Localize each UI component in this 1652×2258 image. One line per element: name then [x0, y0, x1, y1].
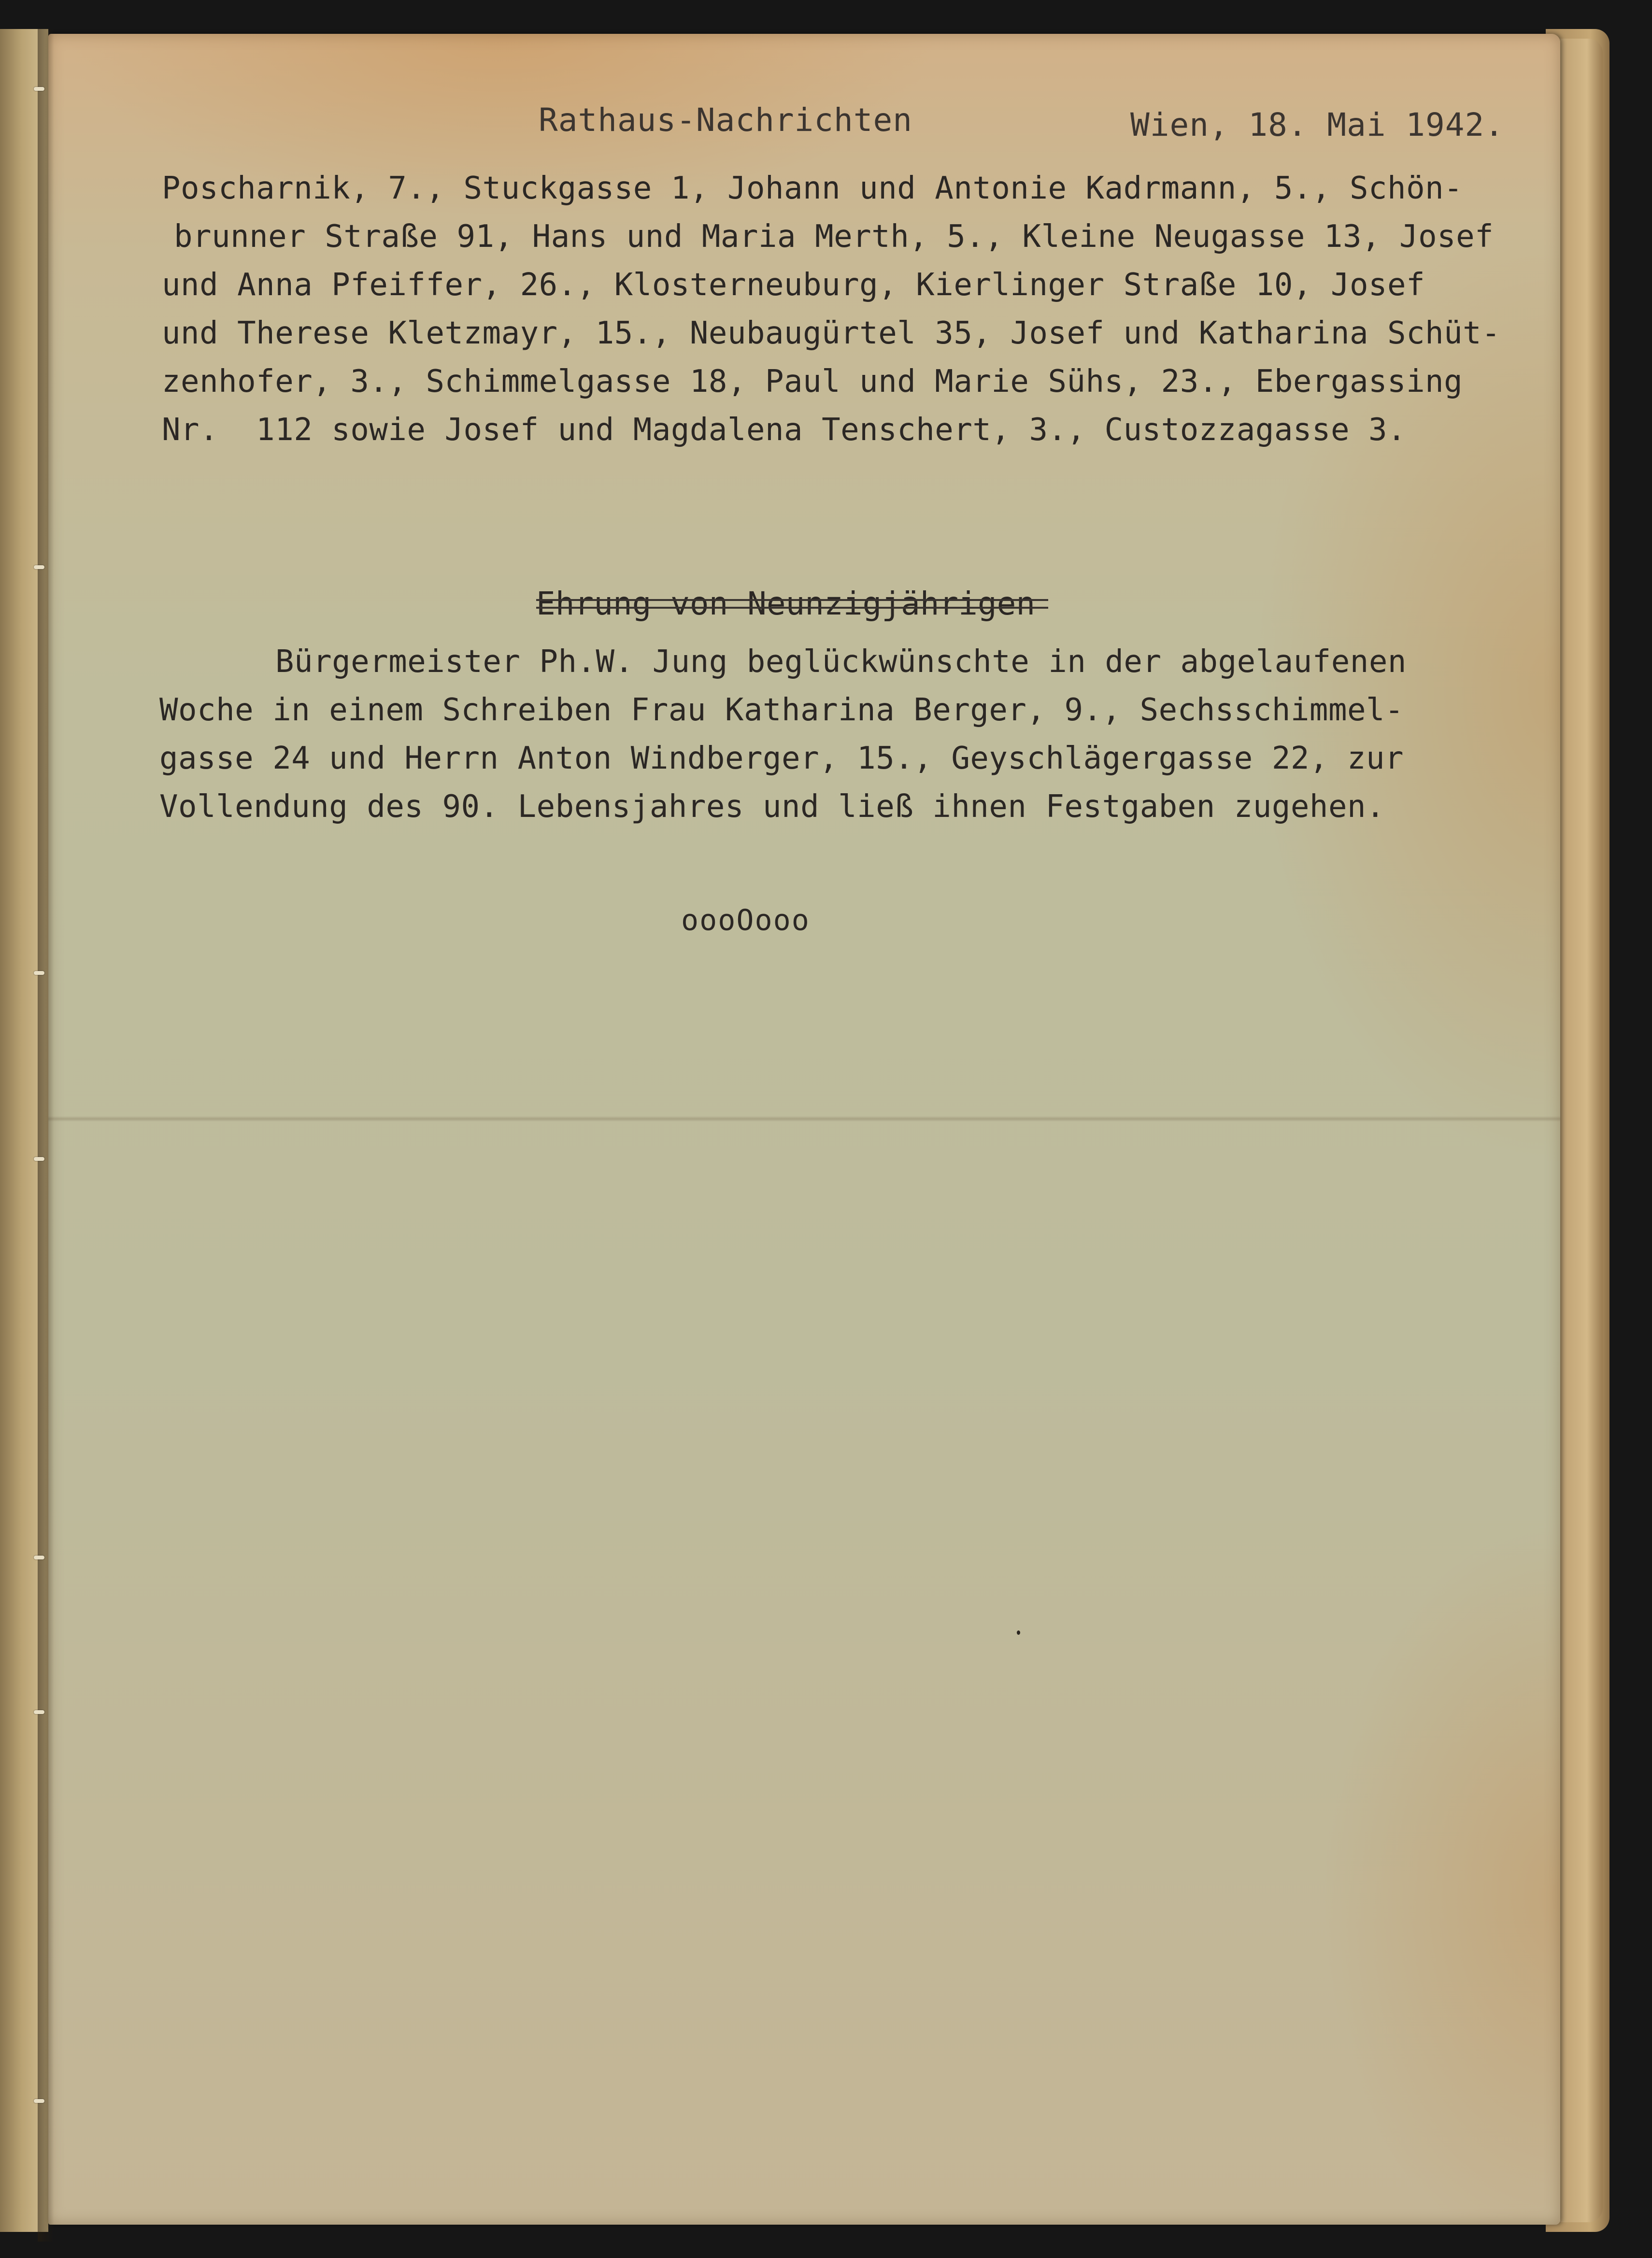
binding-stitch [34, 87, 44, 91]
binding-stitch [34, 1556, 44, 1559]
newsletter-date: Wien, 18. Mai 1942. [1130, 106, 1504, 143]
section-heading: Ehrung von Neunzigjährigen [536, 585, 1036, 622]
text-line: und Therese Kletzmayr, 15., Neubaugürtel 35, Josef und Katharina Schüt- [162, 315, 1501, 351]
binding-stitch [34, 1710, 44, 1714]
paper-speck [1017, 1630, 1020, 1635]
binding-stitch [34, 565, 44, 569]
text-line: zenhofer, 3., Schimmelgasse 18, Paul und Marie Sühs, 23., Ebergassing [162, 364, 1463, 400]
continued-text-block [162, 164, 1572, 454]
binding-stitch [34, 971, 44, 975]
text-line: Vollendung des 90. Lebensjahres und ließ ihnen Festgaben zugehen. [159, 789, 1385, 825]
section-paragraph [159, 638, 1570, 831]
text-line: Nr. 112 sowie Josef und Magdalena Tenschert, 3., Custozzagasse 3. [162, 412, 1407, 448]
text-line: gasse 24 und Herrn Anton Windberger, 15., Geyschlägergasse 22, zur [159, 741, 1404, 776]
text-line: Woche in einem Schreiben Frau Katharina Berger, 9., Sechsschimmel- [159, 692, 1404, 728]
newsletter-title: Rathaus-Nachrichten [539, 101, 912, 139]
binding-stitch [34, 1157, 44, 1161]
page-fold-crease [48, 1116, 1560, 1122]
text-line: Poscharnik, 7., Stuckgasse 1, Johann und Antonie Kadrmann, 5., Schön- [162, 171, 1463, 206]
heading-double-underline [536, 599, 1048, 609]
document-page [48, 34, 1560, 2225]
binding-shadow [38, 29, 54, 2242]
text-line: und Anna Pfeiffer, 26., Klosterneuburg, Kierlinger Straße 10, Josef [162, 267, 1425, 303]
text-line: Bürgermeister Ph.W. Jung beglückwünschte in der abgelaufenen [275, 644, 1407, 680]
end-separator: oooOooo [681, 903, 810, 937]
text-line: brunner Straße 91, Hans und Maria Merth, 5., Kleine Neugasse 13, Josef [174, 219, 1494, 255]
binding-stitch [34, 2099, 44, 2103]
